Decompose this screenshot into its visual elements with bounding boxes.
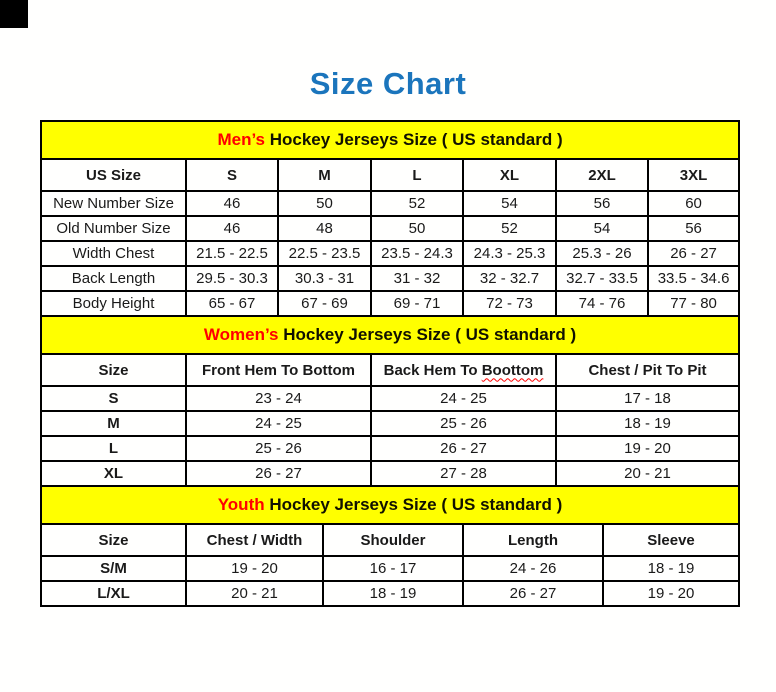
corner-artifact <box>0 0 28 28</box>
mens-section-band <box>41 121 739 159</box>
row-label: M <box>41 411 186 436</box>
womens-section-header <box>41 316 739 354</box>
table-cell: 46 <box>186 191 278 216</box>
column-header: Length <box>463 524 603 556</box>
table-cell: 25.3 - 26 <box>556 241 648 266</box>
column-header: L <box>371 159 463 191</box>
mens-size-table <box>40 120 740 317</box>
row-label: Old Number Size <box>41 216 186 241</box>
table-cell: 33.5 - 34.6 <box>648 266 739 291</box>
table-cell: 24 - 26 <box>463 556 603 581</box>
table-cell: 26 - 27 <box>186 461 371 486</box>
table-cell: 24 - 25 <box>371 386 556 411</box>
youth-section-band <box>41 486 739 524</box>
table-row <box>41 191 739 216</box>
table-cell: 26 - 27 <box>463 581 603 606</box>
mens-section-highlight: Men’s <box>217 130 265 149</box>
column-header: US Size <box>41 159 186 191</box>
table-cell: 27 - 28 <box>371 461 556 486</box>
table-cell: 18 - 19 <box>603 556 739 581</box>
mens-section-rest: Hockey Jerseys Size ( US standard ) <box>265 130 563 149</box>
column-header: Chest / Pit To Pit <box>556 354 739 386</box>
table-cell: 29.5 - 30.3 <box>186 266 278 291</box>
column-header: 3XL <box>648 159 739 191</box>
table-cell: 74 - 76 <box>556 291 648 316</box>
table-row <box>41 386 739 411</box>
row-label: Back Length <box>41 266 186 291</box>
table-cell: 60 <box>648 191 739 216</box>
table-cell: 50 <box>278 191 371 216</box>
row-label: Body Height <box>41 291 186 316</box>
table-cell: 32.7 - 33.5 <box>556 266 648 291</box>
table-row <box>41 411 739 436</box>
column-header: Size <box>41 524 186 556</box>
table-cell: 18 - 19 <box>323 581 463 606</box>
table-cell: 25 - 26 <box>371 411 556 436</box>
table-cell: 19 - 20 <box>556 436 739 461</box>
youth-size-table <box>40 485 740 607</box>
table-cell: 26 - 27 <box>371 436 556 461</box>
table-cell: 21.5 - 22.5 <box>186 241 278 266</box>
misspelled-word: Boottom <box>481 361 544 379</box>
mens-header-row <box>41 159 739 191</box>
youth-section-highlight: Youth <box>217 495 265 514</box>
row-label: L <box>41 436 186 461</box>
size-chart-tables <box>40 120 738 607</box>
table-cell: 52 <box>371 191 463 216</box>
table-cell: 17 - 18 <box>556 386 739 411</box>
column-header: S <box>186 159 278 191</box>
youth-header-row <box>41 524 739 556</box>
table-cell: 69 - 71 <box>371 291 463 316</box>
table-cell: 20 - 21 <box>556 461 739 486</box>
row-label: S <box>41 386 186 411</box>
table-row <box>41 556 739 581</box>
column-header: Front Hem To Bottom <box>186 354 371 386</box>
row-label: L/XL <box>41 581 186 606</box>
womens-size-table <box>40 315 740 487</box>
womens-section-highlight: Women’s <box>203 325 279 344</box>
column-header: XL <box>463 159 556 191</box>
table-row <box>41 581 739 606</box>
table-cell: 54 <box>463 191 556 216</box>
column-header: Size <box>41 354 186 386</box>
table-cell: 32 - 32.7 <box>463 266 556 291</box>
table-cell: 77 - 80 <box>648 291 739 316</box>
page-title: Size Chart <box>309 66 467 101</box>
table-cell: 23.5 - 24.3 <box>371 241 463 266</box>
table-cell: 24.3 - 25.3 <box>463 241 556 266</box>
table-row <box>41 436 739 461</box>
table-cell: 31 - 32 <box>371 266 463 291</box>
table-cell: 46 <box>186 216 278 241</box>
column-header: 2XL <box>556 159 648 191</box>
table-cell: 19 - 20 <box>603 581 739 606</box>
column-header: Shoulder <box>323 524 463 556</box>
table-cell: 54 <box>556 216 648 241</box>
womens-section-band <box>41 316 739 354</box>
row-label: New Number Size <box>41 191 186 216</box>
table-row <box>41 461 739 486</box>
table-cell: 56 <box>556 191 648 216</box>
table-cell: 67 - 69 <box>278 291 371 316</box>
table-cell: 25 - 26 <box>186 436 371 461</box>
table-cell: 65 - 67 <box>186 291 278 316</box>
table-cell: 18 - 19 <box>556 411 739 436</box>
table-row <box>41 291 739 316</box>
mens-section-header <box>41 121 739 159</box>
column-header <box>371 354 556 386</box>
womens-section-rest: Hockey Jerseys Size ( US standard ) <box>278 325 577 344</box>
table-cell: 26 - 27 <box>648 241 739 266</box>
column-header: M <box>278 159 371 191</box>
table-cell: 48 <box>278 216 371 241</box>
table-cell: 50 <box>371 216 463 241</box>
column-header-text: Back Hem To <box>383 361 482 379</box>
table-cell: 24 - 25 <box>186 411 371 436</box>
table-cell: 22.5 - 23.5 <box>278 241 371 266</box>
table-row <box>41 266 739 291</box>
column-header: Sleeve <box>603 524 739 556</box>
table-cell: 30.3 - 31 <box>278 266 371 291</box>
table-cell: 72 - 73 <box>463 291 556 316</box>
womens-header-row <box>41 354 739 386</box>
table-row <box>41 241 739 266</box>
youth-section-header <box>41 486 739 524</box>
table-cell: 20 - 21 <box>186 581 323 606</box>
table-cell: 19 - 20 <box>186 556 323 581</box>
column-header: Chest / Width <box>186 524 323 556</box>
row-label: Width Chest <box>41 241 186 266</box>
table-cell: 23 - 24 <box>186 386 371 411</box>
row-label: S/M <box>41 556 186 581</box>
table-row <box>41 216 739 241</box>
table-cell: 52 <box>463 216 556 241</box>
table-cell: 56 <box>648 216 739 241</box>
youth-section-rest: Hockey Jerseys Size ( US standard ) <box>264 495 563 514</box>
table-cell: 16 - 17 <box>323 556 463 581</box>
row-label: XL <box>41 461 186 486</box>
